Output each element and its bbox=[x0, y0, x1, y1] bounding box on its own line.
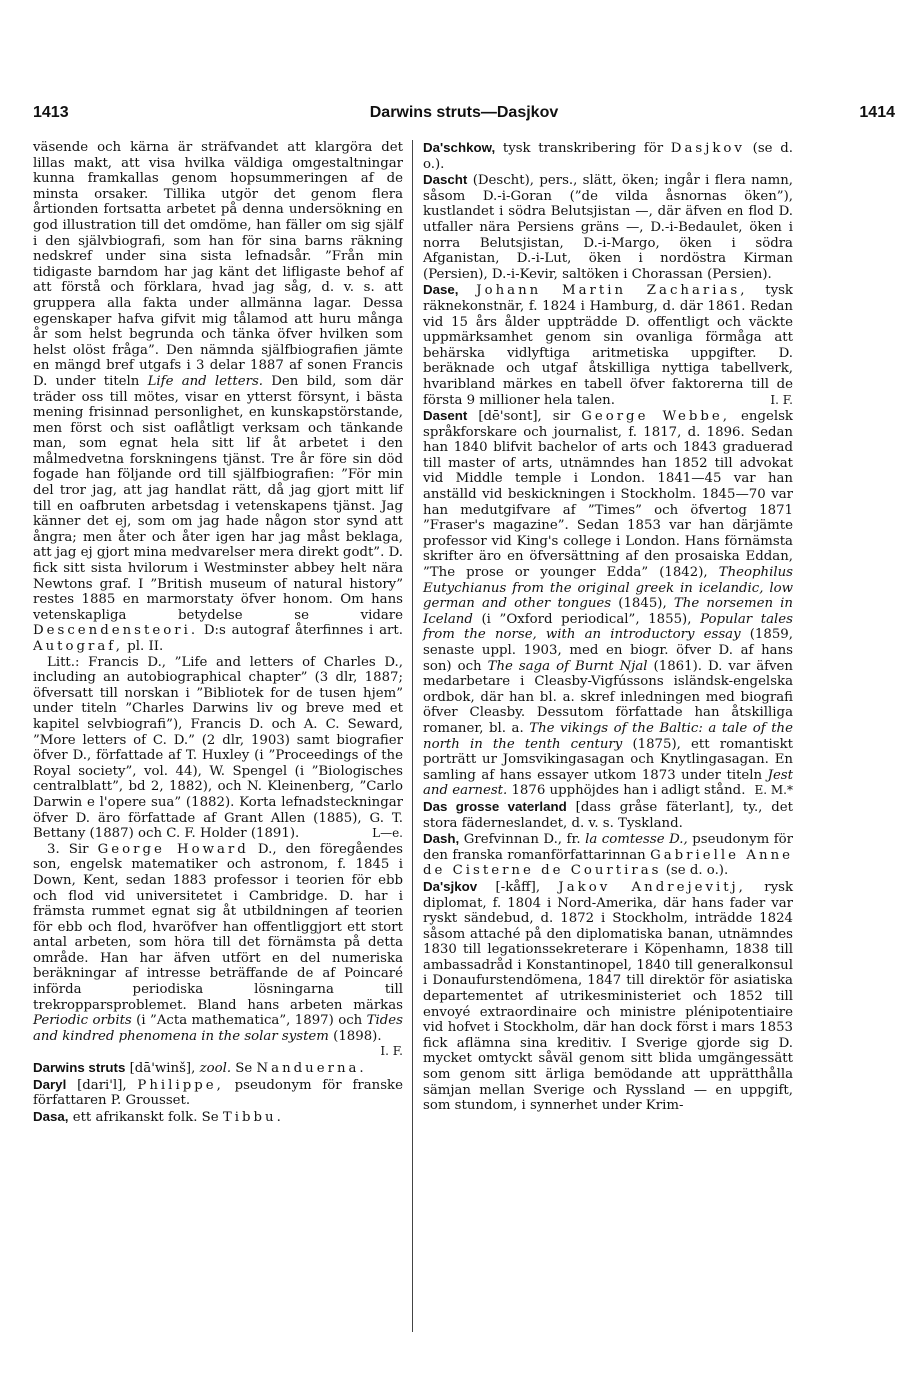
headword: Da'schkow, bbox=[423, 140, 496, 155]
entry-dasent: Dasent [dē'sont], sir George Webbe, engelsk språkforskare och journalist, f. 1817, d. 1896. Sedan han 1840 blifvit bachelor of arts och 1843 graduerad till master of arts, utnämndes han 1852 till advokat vid Middle temple i London. 1841—45 var han anställd vid beskickningen i Stockholm. 1845—70 var han medutgifvare af ”Times” och öfvertog 1871 ”Fraser's magazine”. Sedan 1853 var han därjämte professor vid King's college i London. Hans förnämsta skrifter äro en öfversättning af den prosaiska Eddan, ”The prose or younger Edda” (1842), Theophilus Eutychianus from the original greek in icelandic, low german and other tongues (1845), The norsemen in Iceland (i ”Oxford periodical”, 1855), Popular tales from the norse, with an introductory essay (1859, senaste uppl. 1903, med en biogr. öfver D. af hans son) och The saga of Burnt Njal (1861). D. var äfven medarbetare i Cleasby-Vigfússons isländsk-engelska ordbok, där han bl. a. skref inledningen med biografi öfver Cleasby. Dessutom författade han åtskilliga romaner, bl. a. The vikings of the Baltic: a tale of the north in the tenth century (1875), ett romantiskt porträtt ur Jomsvikingasagan och Knytlingasagan. En samling af hans essayer utkom 1873 under titeln Jest and earnest. 1876 upphöjdes han i adligt stånd. E. M.* bbox=[423, 408, 794, 799]
entry-dascht: Dascht (Descht), pers., slätt, öken; ingår i flera namn, såsom D.-i-Goran (”de vilda åsnornas öken”), kustlandet i södra Belutsjistan —, där äfven en flod D. utfaller nära Persiens gräns —, D.-i-Bedaulet, öken i norra Belutsjistan, D.-i-Margo, öken i södra Afganistan, D.-i-Lut, öken i nordöstra Kirman (Persien), D.-i-Kevir, saltöken i Chorassan (Persien). bbox=[423, 172, 793, 282]
entry-daryl: Daryl [dari'l], Philippe, pseudonym för franske författaren P. Grousset. bbox=[33, 1076, 403, 1109]
column-divider bbox=[412, 140, 413, 1332]
entry-dasjkov: Da'sjkov [-kåff], Jakov Andrejevitj, rysk diplomat, f. 1804 i Nord-Amerika, där hans fader var ryskt sändebud, d. 1872 i Stockholm, inträdde 1824 såsom attaché på den diplomatiska banan, utnämndes 1830 till legationssekreterare i Köpenhamn, 1838 till ambassadråd i Konstantinopel, 1840 till generalkonsul i Donaufurstendömena, 1847 till direktör för asiatiska departementet af utrikesministeriet och 1852 till envoyé extraordinaire och ministre plénipotentiaire vid hofvet i Stockholm, där han dock först i mars 1853 fick aflämna sina kreditiv. I Sverige gjorde sig D. mycket omtyckt såväl genom sitt blida umgängessätt som genom sitt ärliga bemödande att upprätthålla sämjan mellan Sverige och Ryssland — en uppgift, som stundom, i synnerhet under Krim- bbox=[423, 878, 794, 1114]
signature: L—e. bbox=[372, 826, 403, 841]
signature: I. F. bbox=[380, 1044, 403, 1059]
running-title: Darwins struts—Dasjkov bbox=[369, 104, 559, 121]
entry-dash: Dash, Grefvinnan D., fr. la comtesse D., pseudonym för den franska romanförfattarinnan Gabrielle Anne de Cisterne de Courtiras (se d. o.). bbox=[423, 831, 793, 879]
paragraph-literature: Litt.: Francis D., ”Life and letters of Charles D., including an autobiographical chapter” (3 dlr, 1887; öfversatt till norskan i ”Bibliotek for de tusen hjem” under titeln ”Charles Darwins liv og breve med et kapitel selvbiografi”), Francis D. och A. C. Seward, ”More letters of C. D.” (2 dlr, 1903) samt biografier öfver D., författade af T. Huxley (i ”Proceedings of the Royal society”, vol. 44), W. Spengel (i ”Biologisches centralblatt”, bd 2, 1882), och N. Kleinenberg, ”Carlo Darwin e l'opere sua” (1882). Korta lefnadsteckningar öfver D. äro författade af Grant Allen (1885), G. T. Bettany (1887) och C. F. Holder (1891). L—e. bbox=[33, 654, 403, 842]
headword: Dasa, bbox=[33, 1108, 69, 1124]
headword: Dascht bbox=[423, 172, 468, 188]
left-column bbox=[33, 140, 403, 1125]
page-number-left: 1413 bbox=[33, 104, 69, 121]
entry-daschkow: Da'schkow, tysk transkribering för Dasjkov (se d. o.). bbox=[423, 140, 793, 172]
headword: Das grosse vaterland bbox=[423, 798, 567, 814]
headword: Dash, bbox=[423, 831, 460, 847]
paragraph: 3. Sir George Howard D., den föregåendes son, engelsk matematiker och astronom, f. 1845 i Down, Kent, sedan 1883 professor i teorien för ebb och flod vid universitetet i Cambridge. D. har i främsta rummet egnat sig åt utbildningen af teorien för ebb och flod, hvaröfver han offentliggjort ett stort antal arbeten, som höra till det förnämsta på detta område. Han har äfven utfört en del numeriska beräkningar af intresse beträffande de af Poincaré införda periodiska lösningarna till trekropparsproblemet. Bland hans arbeten märkas Periodic orbits (i ”Acta mathematica”, 1897) och Tides and kindred phenomena in the solar system (1898). I. F. bbox=[33, 841, 403, 1059]
headword: Da'sjkov bbox=[423, 878, 478, 894]
page-header bbox=[33, 104, 895, 126]
entry-das-grosse-vaterland: Das grosse vaterland [dass gråse fäterlant], ty., det stora fäderneslandet, d. v. s. Tyskland. bbox=[423, 798, 793, 831]
headword: Daryl bbox=[33, 1076, 67, 1092]
signature: E. M.* bbox=[754, 783, 793, 798]
entry-darwins-struts: Darwins struts [dā'winš], zool. Se Nanduerna. bbox=[33, 1060, 367, 1077]
page-number-right: 1414 bbox=[859, 104, 895, 121]
entry-dase: Dase, Johann Martin Zacharias, tysk räknekonstnär, f. 1824 i Hamburg, d. där 1861. Redan vid 15 års ålder uppträdde D. offentligt och väckte uppmärksamhet genom sin ovanliga förmåga att behärska vidlyftiga aritmetiska uppgifter. D. beräknade och utgaf åtskilliga nyttiga tabellverk, hvaribland märkes en tabell öfver faktorerna till de första 9 millioner hela talen. I. F. bbox=[423, 282, 793, 408]
paragraph: väsende och kärna är sträfvandet att klargöra det lillas makt, att visa hvilka väldiga omgestaltningar kunna framkallas genom hopsummeringen af de minsta orsaker. Tillika utgör det genom flera årtionden fortsatta arbetet på denna undersökning en god illustration till det omdöme, han fäller om sig själf i den självbiografi, som han för sina barns räkning nedskref under sina sista lefnadsår. ”Från min tidigaste barndom har jag känt det lifligaste behof af att förstå och förklara, hvad jag såg, d. v. s. att gruppera alla fakta under allmänna lagar. Dessa egenskaper hafva gifvit mig tålamod att huru många år som helst begrunda och tänka öfver hvilken som helst olöst fråga”. Den nämnda själfbiografien jämte en mängd bref utgafs i 3 delar 1887 af sonen Francis D. under titeln Life and letters. Den bild, som där träder oss till mötes, visar en ytterst försynt, i bästa mening frisinnad personlighet, en kunskapstörstande, men först och sist oaflåtligt verksam och tänkande man, som egnat hela sitt lif åt arbetet i den målmedvetna forskningens tjänst. Tre år före sin död fogade han följande ord till själfbiografien: ”För min del tror jag, att jag handlat rätt, då jag gjort mitt lif till en oafbruten arbetsdag i vetenskapens tjänst. Jag känner det ej, som om jag hade någon stor synd att ångra; men åter och åter igen har jag måst beklaga, att jag ej gjort mina medvarelser mera direkt godt”. D. fick sitt sista hvilorum i Westminster abbey helt nära Newtons graf. I ”British museum of natural history” restes 1885 en marmorstaty öfver honom. Om hans vetenskapliga betydelse se vidare Descendensteori. D:s autograf återfinnes i art. Autograf, pl. II. bbox=[33, 140, 404, 654]
headword: Dasent bbox=[423, 408, 468, 424]
right-column bbox=[423, 140, 793, 1114]
entry-dasa: Dasa, ett afrikanskt folk. Se Tibbu. bbox=[33, 1108, 284, 1125]
headword: Dase, bbox=[423, 282, 459, 298]
headword: Darwins struts bbox=[33, 1060, 126, 1076]
signature: I. F. bbox=[770, 392, 793, 407]
